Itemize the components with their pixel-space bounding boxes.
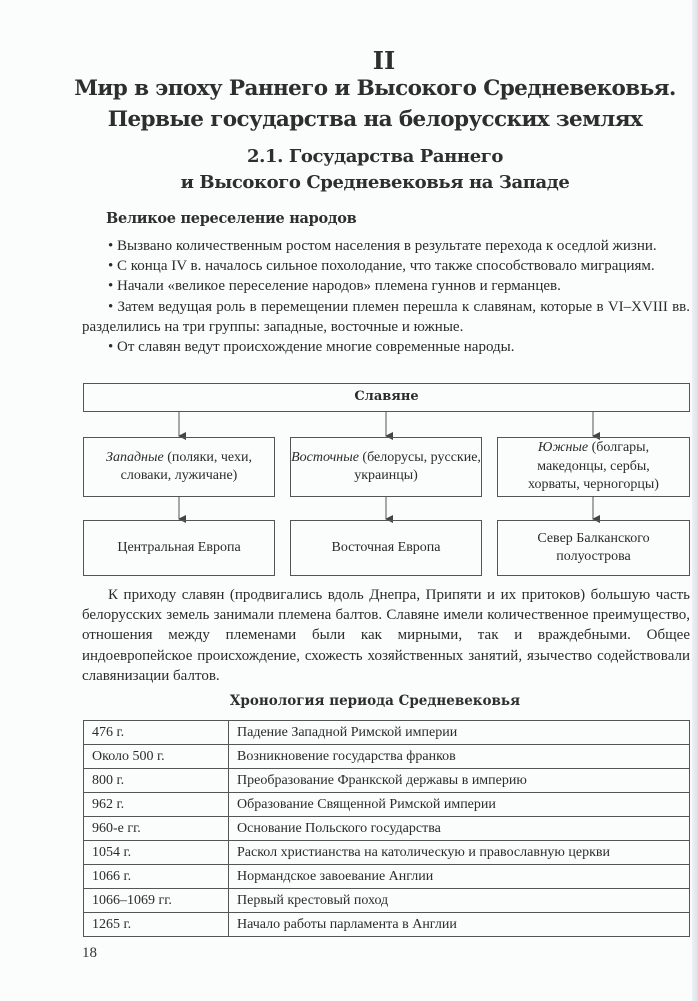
group-name: Восточные: [291, 449, 359, 465]
subheading: Великое переселение народов: [106, 210, 357, 227]
event-cell: Первый крестовый поход: [229, 889, 690, 913]
body-paragraph: [82, 585, 690, 686]
group-detail: (болгары, македонцы, сербы, хорваты, черногорцы): [528, 440, 659, 493]
table-row: [84, 889, 690, 913]
event-cell: Возникновение государства франков: [229, 745, 690, 769]
table-row: [84, 841, 690, 865]
diagram-root-label: Славяне: [354, 389, 419, 405]
section-title-line1: 2.1. Государства Раннего: [247, 146, 503, 167]
date-cell: Около 500 г.: [84, 745, 229, 769]
diagram-region-south: [497, 520, 690, 576]
bullet-item: • Вызвано количественным ростом населения в результате перехода к оседлой жизни.: [108, 238, 657, 254]
paragraph-text: К приходу славян (продвигались вдоль Днепра, Припяти и их притоков) большую часть белорусских земель занимали племена балтов. Славяне имели количественное преимущество, отношения между племенами были как мирными, так и враждебными. Общее индоевропейское происхождение, схожесть хозяйственных занятий, язычество содействовали славянизации балтов.: [82, 587, 690, 684]
bullet-item: • С конца IV в. началось сильное похолодание, что также способствовало миграциям.: [108, 258, 655, 275]
diagram-root-box: [83, 383, 690, 412]
chapter-title: [60, 73, 690, 135]
region-label: Восточная Европа: [331, 539, 441, 555]
date-cell: 1054 г.: [84, 841, 229, 865]
chapter-number: II: [372, 46, 396, 75]
table-row: [84, 793, 690, 817]
date-cell: 1066 г.: [84, 865, 229, 889]
bullet-item: • Затем ведущая роль в перемещении племен перешла к славянам, которые в VI–XVIII вв. разделились на три группы: западные, восточные и южные.: [82, 298, 690, 335]
date-cell: 800 г.: [84, 769, 229, 793]
bullet-item: • Начали «великое переселение народов» племена гуннов и германцев.: [108, 278, 561, 295]
section-title-line2: и Высокого Средневековья на Западе: [180, 172, 570, 193]
diagram-group-south: [497, 437, 690, 497]
group-name: Южные: [537, 440, 589, 456]
group-detail: (белорусы, русские, украинцы): [354, 449, 481, 483]
date-cell: 960-е гг.: [84, 817, 229, 841]
table-row: [84, 865, 690, 889]
diagram-region-east: [290, 520, 482, 576]
page-number: 18: [82, 945, 97, 961]
chronology-title: Хронология периода Средневековья: [229, 693, 521, 709]
event-cell: Образование Священной Римской империи: [229, 793, 690, 817]
diagram-region-west: [83, 520, 275, 576]
region-label: Центральная Европа: [117, 539, 241, 555]
bullet-list: [82, 236, 690, 357]
chronology-table: [83, 720, 690, 937]
table-row: [84, 745, 690, 769]
page-edge-shadow: [692, 0, 698, 1001]
date-cell: 962 г.: [84, 793, 229, 817]
date-cell: 1265 г.: [84, 913, 229, 937]
table-row: [84, 721, 690, 745]
date-cell: 476 г.: [84, 721, 229, 745]
table-row: [84, 913, 690, 937]
event-cell: Раскол христианства на католическую и православную церкви: [229, 841, 690, 865]
event-cell: Падение Западной Римской империи: [229, 721, 690, 745]
diagram-group-west: [83, 437, 275, 497]
event-cell: Нормандское завоевание Англии: [229, 865, 690, 889]
diagram-group-east: [290, 437, 482, 497]
event-cell: Начало работы парламента в Англии: [229, 913, 690, 937]
table-row: [84, 817, 690, 841]
date-cell: 1066–1069 гг.: [84, 889, 229, 913]
event-cell: Преобразование Франкской державы в империю: [229, 769, 690, 793]
table-row: [84, 769, 690, 793]
group-detail: (поляки, чехи, словаки, лужичане): [120, 449, 252, 483]
event-cell: Основание Польского государства: [229, 817, 690, 841]
chapter-title-line1: Мир в эпоху Раннего и Высокого Средневековья.: [74, 76, 676, 101]
region-label: Север Балканского полуострова: [537, 530, 650, 564]
section-title: [60, 144, 690, 196]
chapter-title-line2: Первые государства на белорусских землях: [107, 107, 643, 132]
group-name: Западные: [106, 449, 164, 465]
bullet-item: • От славян ведут происхождение многие современные народы.: [108, 339, 515, 356]
